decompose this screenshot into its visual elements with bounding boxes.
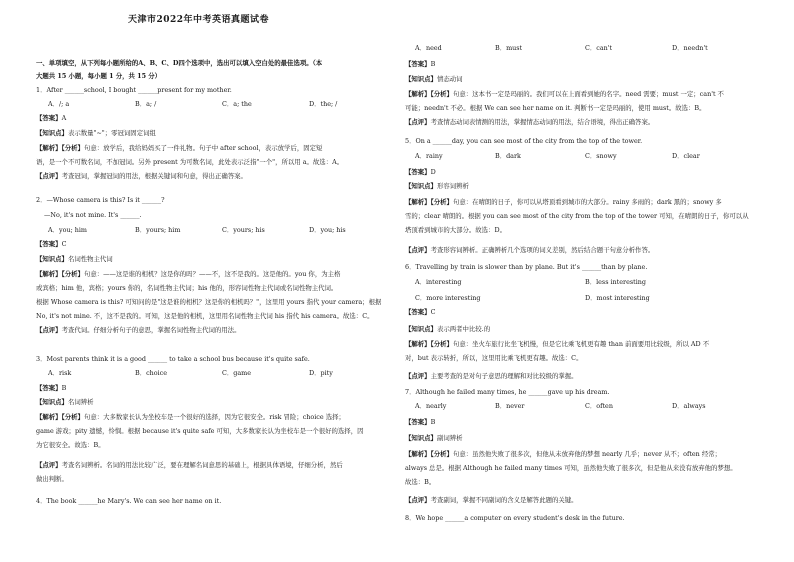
text-line: 塔顶看到城市的大部分。故选：D。 [405, 226, 506, 234]
text-line: 8．We hope ______a computer on every student's desk in the future. [405, 514, 625, 522]
answer-option: D．the; / [309, 100, 338, 108]
text-line: 做出判断。 [36, 475, 68, 483]
answer-option: C．can't [585, 44, 613, 52]
answer-option: A．rainy [415, 152, 443, 160]
text-line: 【点评】主要考查的是对句子意思的理解和对比较级的掌握。 [405, 372, 578, 380]
answer-option: A．nearly [415, 402, 447, 410]
answer-option: B．yours; him [135, 226, 181, 234]
text-line: 【点评】考查副词，掌握不同副词的含义是解答此题的关键。 [405, 496, 578, 504]
answer-option: D．you; his [309, 226, 346, 234]
text-line: 【答案】C [36, 240, 67, 248]
text-line: 【点评】考查冠词，掌握冠词的用法，根据关键词和句意，得出正确答案。 [36, 172, 247, 180]
text-line: 【点评】考查名词辨析。名词的用法比较广泛，要在理解名词意思的基础上，根据具体语境，仔细分析，然后 [36, 461, 343, 469]
answer-option: D．always [672, 402, 706, 410]
text-line: 【答案】B [405, 418, 436, 426]
text-line: 大题共 15 小题，每小题 1 分，共 15 分） [36, 72, 162, 80]
answer-option: B．never [495, 402, 525, 410]
text-line: 【解析】【分析】句意：大多数家长认为坐校车是一个很好的选择，因为它很安全。risk 冒险；choice 选择； [36, 413, 345, 421]
text-line: 【点评】考查形容词辨析。正确辨析几个选项的词义差别，然后结合题干句意分析作答。 [405, 246, 655, 254]
answer-option: D．needn't [672, 44, 708, 52]
text-line: 根据 Whose camera is this? 可知问的是"这是谁的相机？这是你的相机吗？"，这里用 yours 指代 your camera；根据 [36, 298, 382, 306]
text-line: 【解析】【分析】句意：这本书一定是玛丽的。我们可以在上面看到她的名字。need 需要；must 一定；can't 不 [405, 90, 724, 98]
answer-option: D．clear [672, 152, 700, 160]
text-line: 【解析】【分析】句意：在晴朗的日子，你可以从塔顶看到城市的大部分。rainy 多雨的；dark 黑的；snowy 多 [405, 198, 722, 206]
text-line: 6．Travelling by train is slower than by plane. But it's ______than by plane. [405, 263, 648, 271]
answer-option: C．often [585, 402, 613, 410]
text-line: 【知识点】情态动词 [405, 75, 463, 83]
text-line: 【解析】【分析】句意：——这是谁的相机？这是你的吗？——不，这不是我的。这是他的。you 你，为主格 [36, 270, 341, 278]
text-line: 【答案】D [405, 168, 436, 176]
answer-option: B．a; / [135, 100, 157, 108]
text-line: 2．—Whose camera is this? Is it ______? [36, 196, 165, 204]
answer-option: D．most interesting [585, 294, 650, 302]
answer-option: C．yours; his [222, 226, 265, 234]
text-line: 【答案】C [405, 308, 436, 316]
text-line: 【知识点】表示两者中比较.的 [405, 325, 491, 333]
text-line: 7．Although he failed many times, he ______gave up his dream. [405, 388, 610, 396]
answer-option: A．interesting [415, 278, 462, 286]
text-line: 【点评】考查代词。仔细分析句子的意思，掌握名词性物主代词的用法。 [36, 326, 241, 334]
text-line: 可能；needn't 不必。根据 We can see her name on it. 判断书一定是玛丽的，使用 must。故选：B。 [405, 104, 706, 112]
text-line: 【答案】A [36, 114, 67, 122]
page-title: 天津市2022年中考英语真题试卷 [127, 15, 270, 25]
answer-option: B．dark [495, 152, 521, 160]
text-line: 3．Most parents think it is a good ______ to take a school bus because it's quite safe. [36, 355, 310, 363]
answer-option: D．pity [309, 369, 333, 377]
text-line: 1．After ______school, I bought ______present for my mother. [36, 86, 232, 94]
text-line: 【知识点】表示数量"~"；零冠词固定词组 [36, 129, 156, 137]
text-line: 【解析】【分析】句意：放学后，我给妈妈买了一件礼物。句子中 after school，表示放学后，固定短 [36, 144, 323, 152]
text-line: No, it's not mine. 不，这不是我的。可知，这是他的相机，这里用名词性物主代词 his 指代 his camera。故选：C。 [36, 312, 374, 320]
answer-option: C．snowy [585, 152, 617, 160]
answer-option: B．choice [135, 369, 168, 377]
answer-option: B．must [495, 44, 523, 52]
text-line: 【点评】考查情态动词表情测的用法，掌握情态动词的用法，结合语境，得出正确答案。 [405, 118, 655, 126]
text-line: game 游戏；pity 遗憾，怜悯。根据 because it's quite safe 可知，大多数家长认为坐校车是一个很好的选择，因 [36, 427, 364, 435]
text-line: 或宾格；him 他，宾格；yours 你的，名词性物主代词；his 他的，形容词性物主代词或名词性物主代词。 [36, 284, 338, 292]
text-line: 故选：B。 [405, 478, 436, 486]
text-line: 【解析】【分析】句意：虽然他失败了很多次，但他从未放弃他的梦想 nearly 几乎；never 从不；often 经常； [405, 450, 722, 458]
answer-option: A．you; him [48, 226, 87, 234]
answer-option: A．/; a [48, 100, 70, 108]
text-line: 【解析】【分析】句意：坐火车旅行比坐飞机慢，但是它比乘飞机更有趣 than 前面要用比较级，所以 AD 不 [405, 340, 710, 348]
answer-option: A．risk [48, 369, 72, 377]
text-line: 【知识点】名词性物主代词 [36, 255, 113, 263]
text-line: 5．On a ______day, you can see most of the city from the top of the tower. [405, 137, 643, 145]
text-line: always 总是。根据 Although he failed many times 可知，虽然他失败了很多次，但是他从来没有放弃他的梦想。 [405, 464, 737, 472]
text-line: 4．The book ______he Mary's. We can see her name on it. [36, 497, 222, 505]
text-line: 【答案】B [405, 60, 436, 68]
answer-option: C．game [222, 369, 252, 377]
text-line: —No, it's not mine. It's ______. [44, 211, 142, 219]
answer-option: C．more interesting [415, 294, 481, 302]
text-line: 【知识点】形容词辨析 [405, 182, 469, 190]
answer-option: C．a; the [222, 100, 252, 108]
text-line: 语，是一个不可数名词，不加冠词。另外 present 为可数名词，此处表示泛指"一个"，所以用 a。故选：A。 [36, 158, 344, 166]
text-line: 【知识点】副词辨析 [405, 434, 463, 442]
answer-option: A．need [415, 44, 442, 52]
text-line: 对，but 表示转折，所以，这里用比乘飞机更有趣。故选：C。 [405, 354, 583, 362]
text-line: 【答案】B [36, 384, 67, 392]
text-line: 为它很安全。故选：B。 [36, 441, 105, 449]
text-line: 一、单项填空，从下列每小题所给的A、B、C、D四个选项中，选出可以填入空白处的最佳选项。（本 [36, 59, 323, 67]
text-line: 【知识点】名词辨析 [36, 398, 94, 406]
text-line: 雪的；clear 晴朗的。根据 you can see most of the city from the top of the tower 可知，在晴朗的日子，你可以从 [405, 212, 749, 220]
answer-option: B．less interesting [585, 278, 646, 286]
